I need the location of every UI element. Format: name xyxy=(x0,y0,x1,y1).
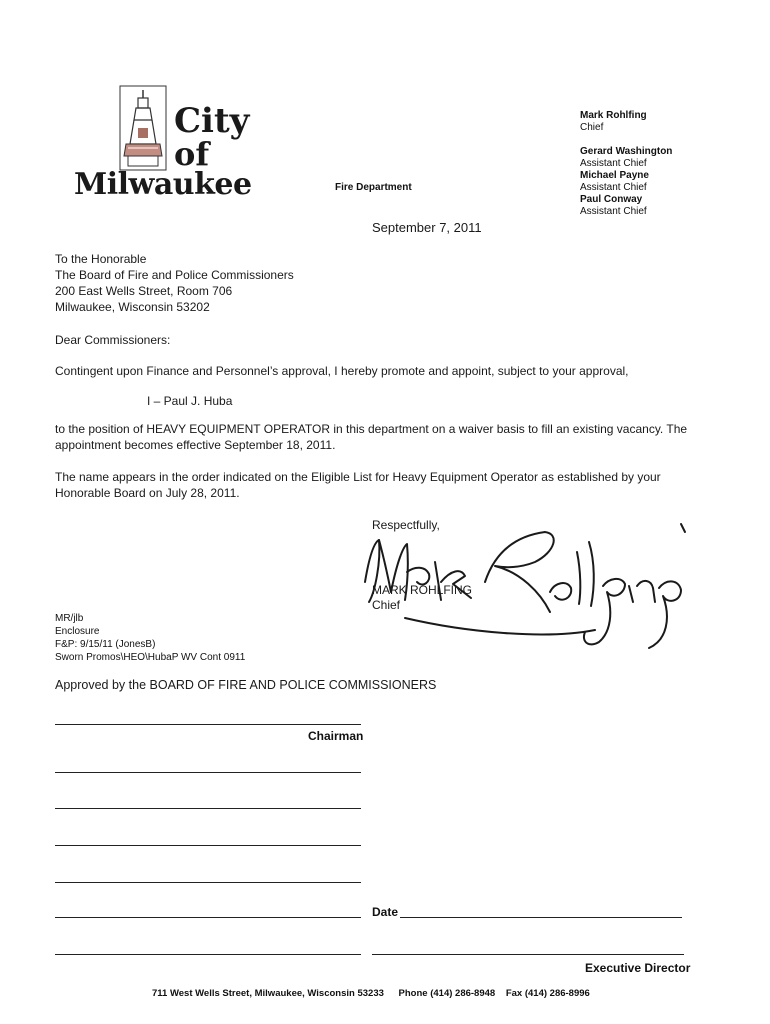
reference-block xyxy=(55,612,245,664)
logo-text-milwaukee: Milwaukee xyxy=(74,167,252,202)
paragraph-3 xyxy=(55,469,745,501)
officer-name: Gerard Washington xyxy=(580,146,673,157)
officer-title: Assistant Chief xyxy=(580,206,647,217)
executive-director-line xyxy=(372,954,684,955)
approval-heading: Approved by the BOARD OF FIRE AND POLICE COMMISSIONERS xyxy=(55,678,437,692)
commissioner-signature-line xyxy=(55,954,361,955)
department-label: Fire Department xyxy=(335,182,412,193)
commissioner-signature-line xyxy=(55,808,361,809)
recipient-address xyxy=(55,251,294,315)
reference-line: MR/jlb xyxy=(55,613,84,624)
logo-text-of: of xyxy=(174,135,210,173)
footer-phone: Phone (414) 286-8948 xyxy=(398,988,496,999)
reference-line: Enclosure xyxy=(55,626,100,637)
address-line: To the Honorable xyxy=(55,252,147,266)
city-hall-emblem-icon xyxy=(118,84,168,172)
officer-name: Michael Payne xyxy=(580,170,649,181)
officer-name: Paul Conway xyxy=(580,194,643,205)
city-logo xyxy=(74,82,252,202)
closing: Respectfully, xyxy=(372,518,440,532)
date-label: Date xyxy=(372,905,399,919)
officer-chief xyxy=(580,110,760,134)
address-line: 200 East Wells Street, Room 706 xyxy=(55,284,233,298)
chairman-signature-line xyxy=(55,724,361,725)
footer xyxy=(152,988,590,999)
salutation: Dear Commissioners: xyxy=(55,333,171,347)
footer-fax: Fax (414) 286-8996 xyxy=(505,988,590,999)
chairman-label: Chairman xyxy=(308,729,364,743)
appointee-line: I – Paul J. Huba xyxy=(147,394,233,408)
date-line xyxy=(400,917,682,918)
paragraph-line: appointment becomes effective September 18, 2011. xyxy=(55,438,336,452)
executive-director-label: Executive Director xyxy=(585,961,691,975)
address-line: The Board of Fire and Police Commissioners xyxy=(55,268,294,282)
paragraph-1: Contingent upon Finance and Personnel’s approval, I hereby promote and appoint, subject to your approval, xyxy=(55,364,629,378)
officer-title: Assistant Chief xyxy=(580,158,647,169)
commissioner-signature-line xyxy=(55,882,361,883)
commissioner-signature-line xyxy=(55,917,361,918)
officer-assistant xyxy=(580,170,760,194)
officer-assistant xyxy=(580,194,760,218)
commissioner-signature-line xyxy=(55,845,361,846)
paragraph-line: The name appears in the order indicated on the Eligible List for Heavy Equipment Operator as established by your xyxy=(55,470,661,484)
officer-title: Assistant Chief xyxy=(580,182,647,193)
paragraph-2 xyxy=(55,421,745,453)
reference-line: Sworn Promos\HEO\HubaP WV Cont 0911 xyxy=(55,652,246,663)
commissioner-signature-line xyxy=(55,772,361,773)
paragraph-line: Honorable Board on July 28, 2011. xyxy=(55,486,240,500)
reference-line: F&P: 9/15/11 (JonesB) xyxy=(55,639,156,650)
footer-address: 711 West Wells Street, Milwaukee, Wisconsin 53233 xyxy=(152,988,384,999)
letter-date: September 7, 2011 xyxy=(372,220,482,235)
signer-name: MARK ROHLFING xyxy=(372,583,473,597)
officer-name: Mark Rohlfing xyxy=(580,110,647,121)
signer-title: Chief xyxy=(372,598,401,612)
address-line: Milwaukee, Wisconsin 53202 xyxy=(55,300,210,314)
paragraph-line: to the position of HEAVY EQUIPMENT OPERATOR in this department on a waiver basis to fill an existing vacancy. The xyxy=(55,422,688,436)
officer-assistant xyxy=(580,146,760,170)
officers-list xyxy=(580,110,760,218)
logo-text-city: City xyxy=(174,101,250,141)
officer-title: Chief xyxy=(580,122,604,133)
